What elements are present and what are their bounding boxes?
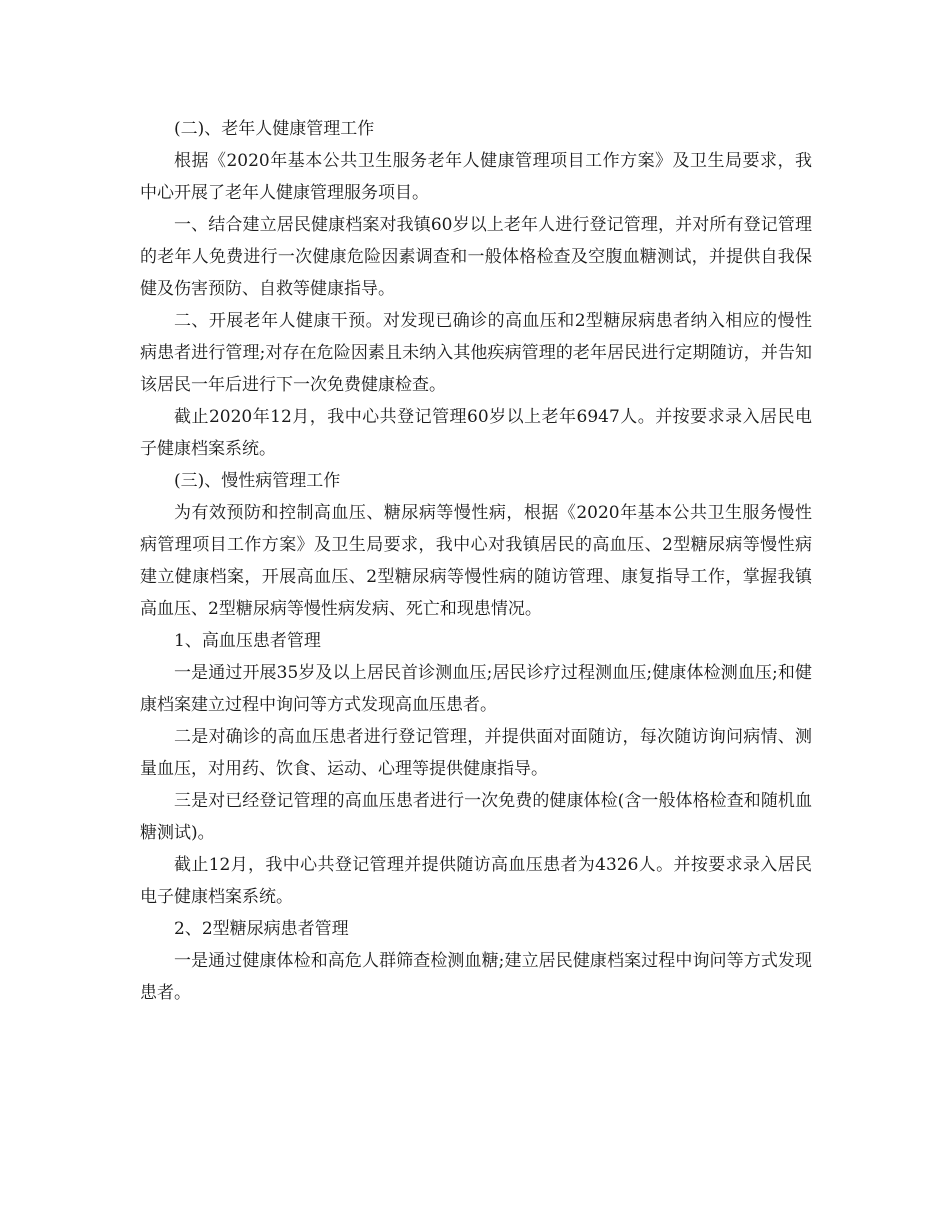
paragraph: 截止12月，我中心共登记管理并提供随访高血压患者为4326人。并按要求录入居民电子健康档案系统。 [140,855,812,907]
subheading-diabetes: 2、2型糖尿病患者管理 [174,919,349,939]
document-body [140,113,812,1009]
paragraph: 一、结合建立居民健康档案对我镇60岁以上老年人进行登记管理，并对所有登记管理的老年人免费进行一次健康危险因素调查和一般体格检查及空腹血糖测试，并提供自我保健及伤害预防、自救等健康指导。 [140,215,812,299]
paragraph: 二、开展老年人健康干预。对发现已确诊的高血压和2型糖尿病患者纳入相应的慢性病患者进行管理;对存在危险因素且未纳入其他疾病管理的老年居民进行定期随访，并告知该居民一年后进行下一次免费健康检查。 [140,311,812,395]
section-heading-elderly: (二)、老年人健康管理工作 [174,119,375,139]
section-heading-chronic: (三)、慢性病管理工作 [174,471,341,491]
paragraph: 三是对已经登记管理的高血压患者进行一次免费的健康体检(含一般体格检查和随机血糖测试)。 [140,791,812,843]
paragraph: 根据《2020年基本公共卫生服务老年人健康管理项目工作方案》及卫生局要求，我中心开展了老年人健康管理服务项目。 [140,151,812,203]
paragraph: 一是通过健康体检和高危人群筛查检测血糖;建立居民健康档案过程中询问等方式发现患者。 [140,951,812,1003]
paragraph: 为有效预防和控制高血压、糖尿病等慢性病，根据《2020年基本公共卫生服务慢性病管理项目工作方案》及卫生局要求，我中心对我镇居民的高血压、2型糖尿病等慢性病建立健康档案，开展高血压、2型糖尿病等慢性病的随访管理、康复指导工作，掌握我镇高血压、2型糖尿病等慢性病发病、死亡和现患情况。 [140,503,812,619]
subheading-hypertension: 1、高血压患者管理 [174,631,321,651]
paragraph: 截止2020年12月，我中心共登记管理60岁以上老年6947人。并按要求录入居民电子健康档案系统。 [140,407,812,459]
paragraph: 二是对确诊的高血压患者进行登记管理，并提供面对面随访，每次随访询问病情、测量血压，对用药、饮食、运动、心理等提供健康指导。 [140,727,812,779]
paragraph: 一是通过开展35岁及以上居民首诊测血压;居民诊疗过程测血压;健康体检测血压;和健康档案建立过程中询问等方式发现高血压患者。 [140,663,812,715]
